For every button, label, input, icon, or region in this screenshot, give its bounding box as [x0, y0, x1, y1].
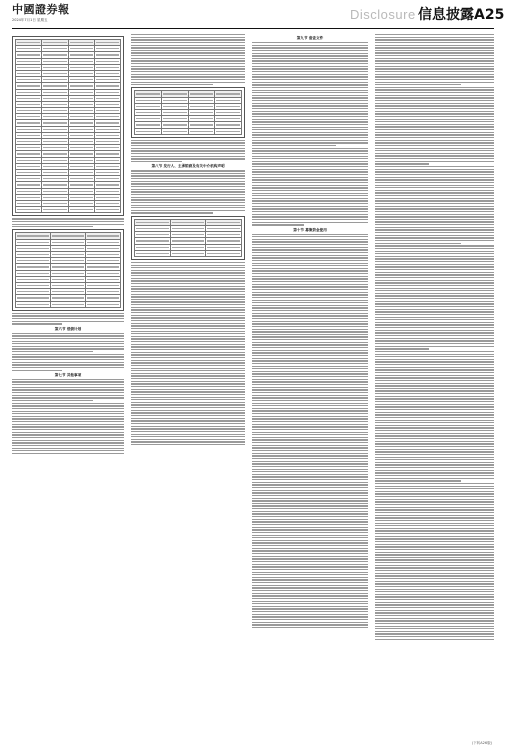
issue-date: 2024年7月1日 星期五	[12, 18, 48, 22]
data-table-4	[134, 219, 242, 257]
masthead	[0, 0, 506, 30]
table-block	[12, 36, 124, 216]
newspaper-logo: 中國證券報	[12, 3, 70, 16]
table-block-4	[131, 216, 245, 260]
section-heading: 第六节 偿债计划	[54, 326, 82, 331]
table-block-2	[12, 229, 124, 310]
section-heading: 第九节 备查文件	[296, 36, 324, 40]
text-column-4	[375, 34, 494, 742]
data-table-3	[134, 90, 242, 134]
continued-note: (下转A26版)	[471, 741, 492, 745]
table-block-3	[131, 87, 245, 137]
data-table-2	[15, 232, 121, 307]
section-title-chinese: 信息披露A25	[418, 7, 505, 23]
header-rule	[12, 28, 494, 29]
section-title-english: Disclosure	[350, 7, 416, 22]
text-column-3	[252, 34, 368, 742]
section-heading: 第八节 发行人、主承销商及有关中介机构声明	[151, 164, 225, 169]
data-table	[15, 39, 121, 213]
section-heading: 第十节 募集资金使用	[293, 227, 327, 232]
section-heading: 第七节 其他事项	[54, 372, 82, 377]
text-column-2	[131, 34, 245, 742]
text-column-1	[12, 34, 124, 742]
